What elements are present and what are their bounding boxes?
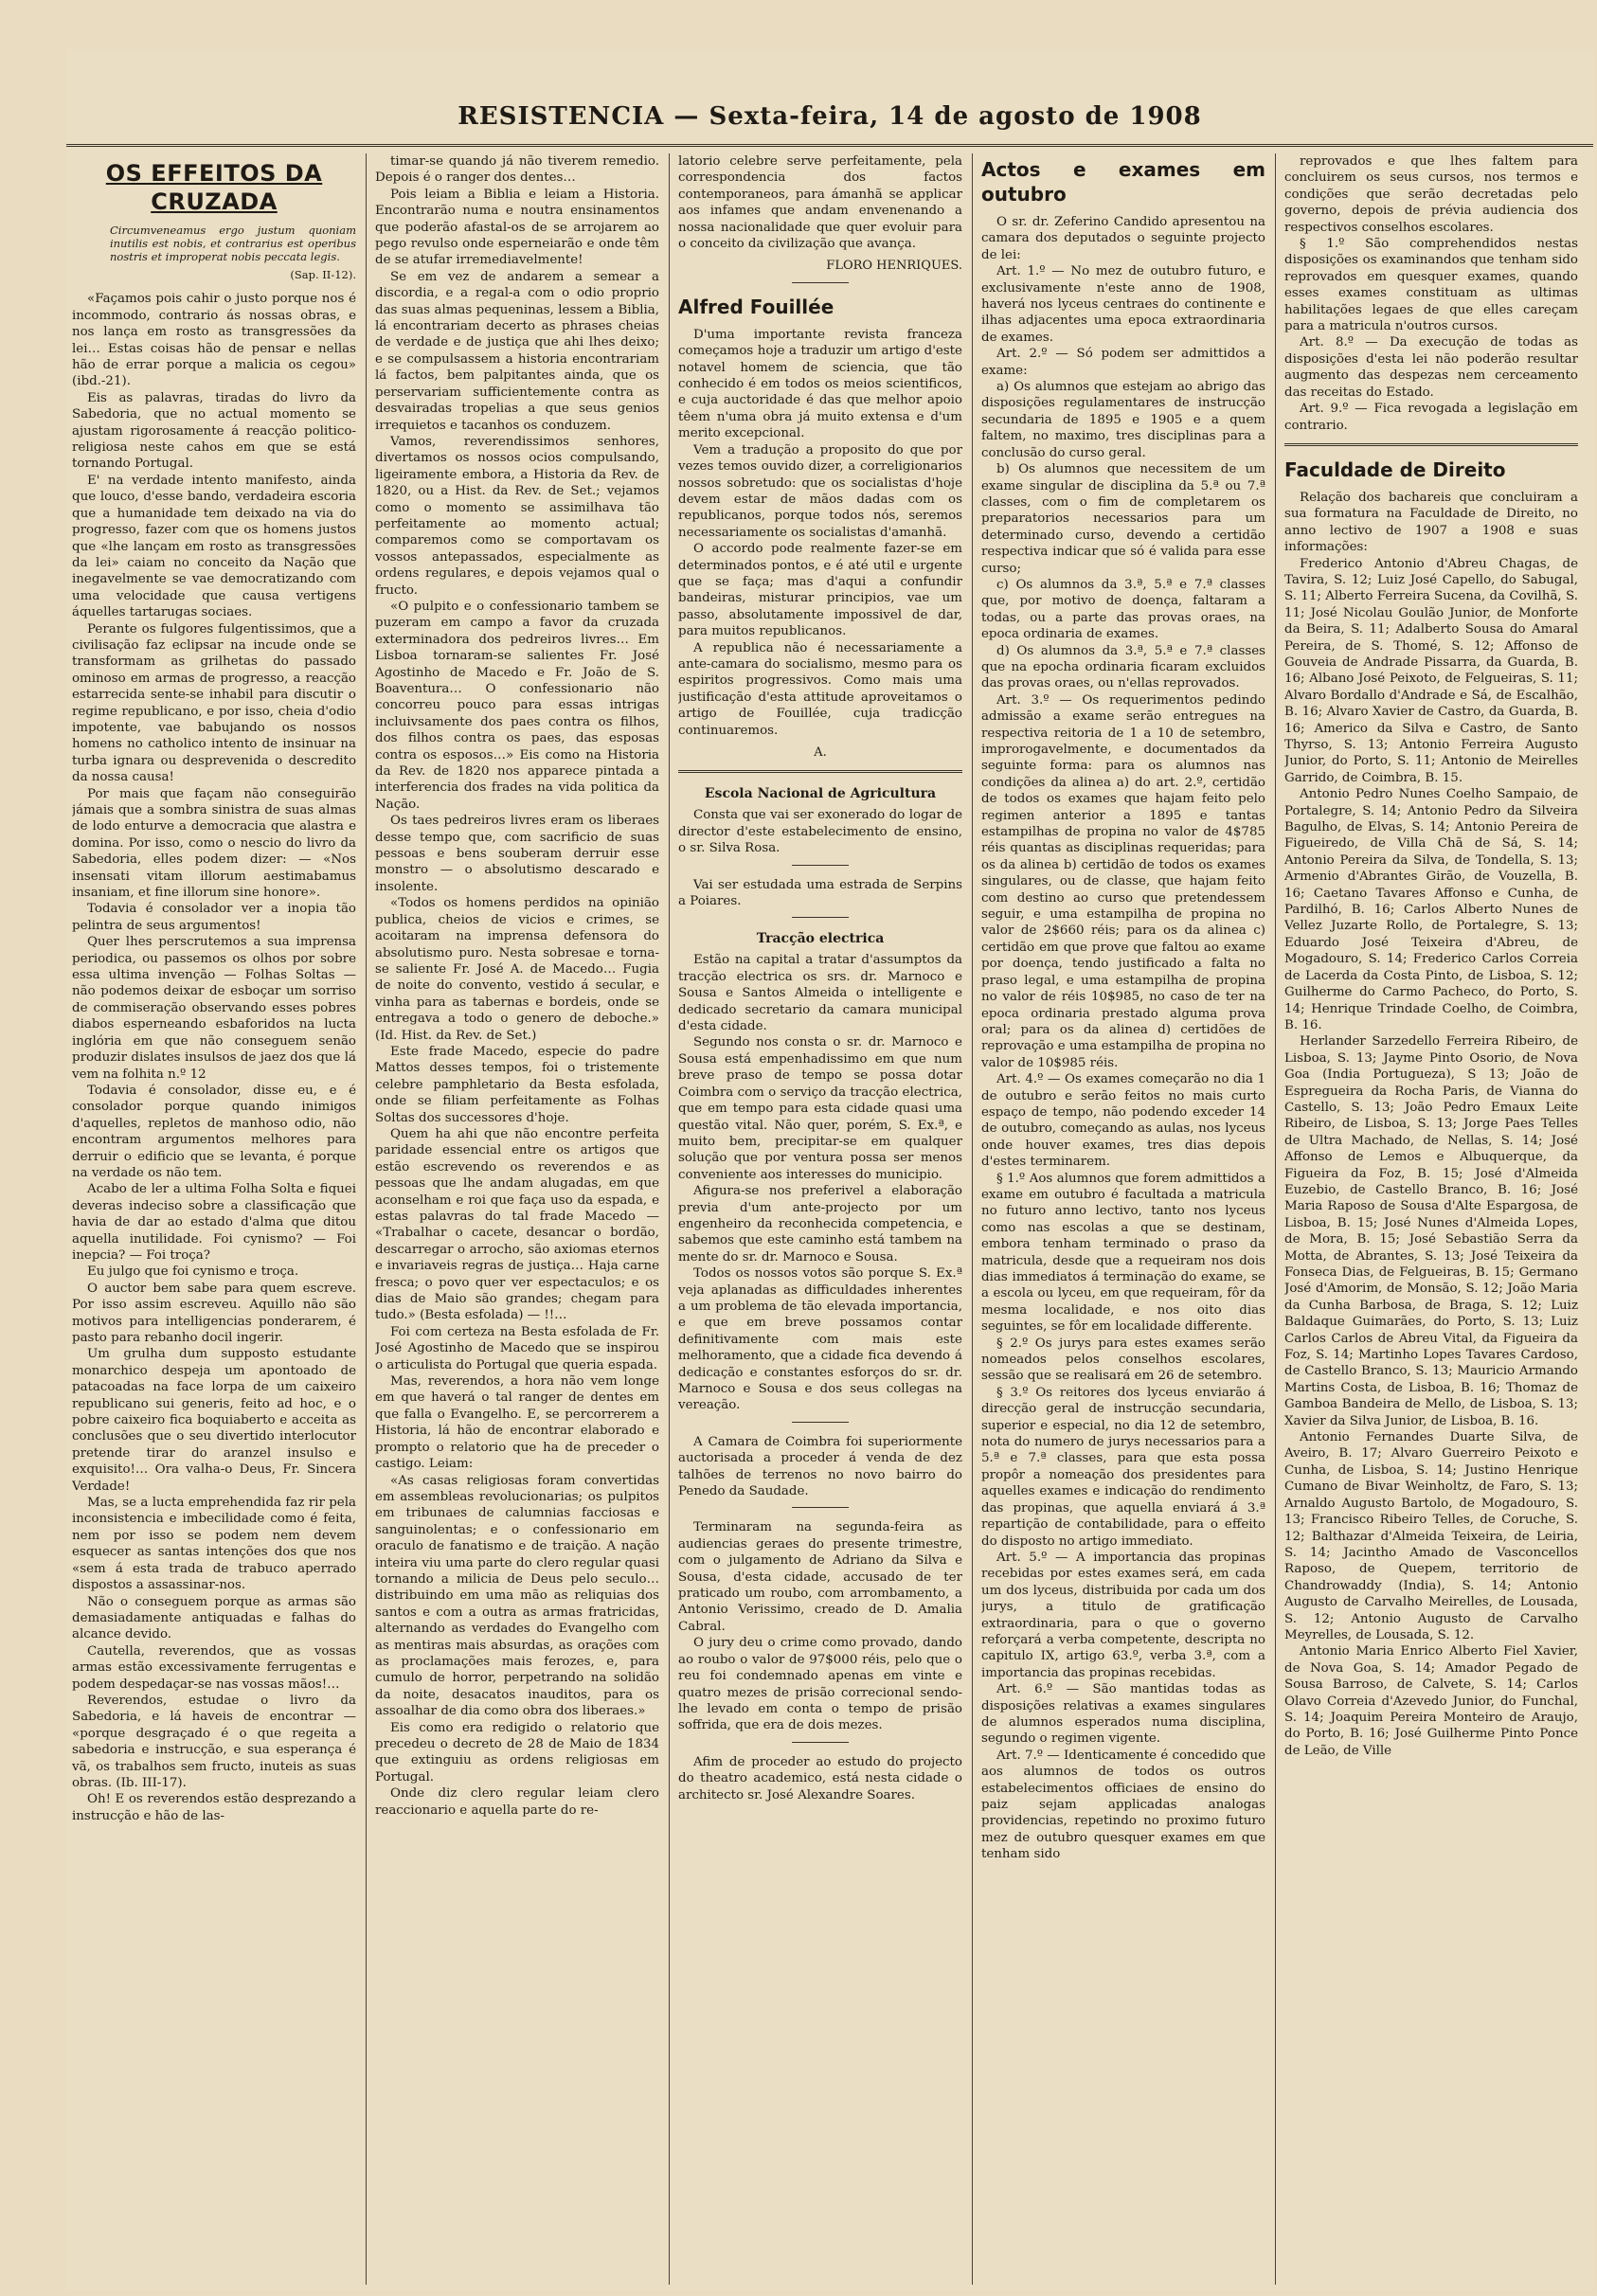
paragraph: Estão na capital a tratar d'assumptos da tracção electrica os srs. dr. Marnoco e Sousa e Santos Almeida o intelligente e dedicado secretario da camara municipal d'esta cidade. <box>678 953 962 1034</box>
news-item: Vai ser estudada uma estrada de Serpins a Poiares. <box>678 877 962 909</box>
epigraph: Circumveneamus ergo justum quoniam inutilis est nobis, et contrarius est operibus nostris et improperat nobis peccata legis. <box>110 224 356 263</box>
article-body <box>981 214 1265 1863</box>
list-intro: Relação dos bachareis que concluiram a sua formatura na Faculdade de Direito, no anno lectivo de 1907 a 1908 e suas informações: <box>1284 490 1578 555</box>
paragraph: Quer lhes perscrutemos a sua imprensa periodica, ou passemos os olhos por sobre essa ultima invenção — Folhas Soltas — não podemos deixar de esboçar um sorriso de commiseração observando esses pobres diabos esperneando esbaforidos na lucta inglória em que não conseguem senão produzir dislates insulsos de jaez dos que lá vem na folhita n.º 12 <box>72 935 356 1082</box>
article-body <box>1284 153 1578 434</box>
column-divider <box>366 153 367 2285</box>
separator <box>792 865 849 866</box>
paragraph: Mas, reverendos, a hora não vem longe em que haverá o tal ranger de dentes em que falla o Evangelho. E, se percorrerem a Historia, lá hão de encontrar elaborado e prompto o relatorio que ha de preceder o castigo. Leiam: <box>375 1374 659 1472</box>
paragraph: Art. 8.º — Da execução de todas as disposições d'esta lei não poderão resultar augmento das despezas nem cerceamento das receitas do Estado. <box>1284 335 1578 400</box>
paragraph: Todos os nossos votos são porque S. Ex.ª veja aplanadas as difficuldades inherentes a um problema de tão elevada importancia, e que em breve possamos contar definitivamente com mais este melhoramento, que a cidade fica devendo á dedicação e constantes esforços do sr. dr. Marnoco e Sousa e dos seus collegas na vereação. <box>678 1266 962 1413</box>
paragraph: O accordo pode realmente fazer-se em determinados pontos, e é até util e urgente que se faça; mas d'aqui a confundir bandeiras, misturar principios, vae um passo, absolutamente impossivel de dar, para muitos republicanos. <box>678 542 962 639</box>
paragraph: Art. 7.º — Identicamente é concedido que aos alumnos de todos os outros estabelecimentos officiaes de ensino do paiz sejam applicadas analogas providencias, repetindo no proximo futuro mez de outubro quesquer exames em que tenham sido <box>981 1748 1265 1862</box>
paragraph: Vamos, reverendissimos senhores, divertamos os nossos ocios compulsando, ligeiramente embora, a Historia da Rev. de 1820, ou a Hist. da Rev. de Set.; vejamos como o momento se assimilhava tão perfeitamente ao momento actual; comparemos como se comportavam os vossos antepassados, especialmente as ordens regulares, e depois vejamos qual o fructo. <box>375 434 659 598</box>
column-3 <box>678 153 962 2285</box>
headline-fouillee: Alfred Fouillée <box>678 295 834 318</box>
paragraph: «Façamos pois cahir o justo porque nos é incommodo, contrario ás nossas obras, e nos lança em rosto as transgressões da lei… Estas coisas hão de pensar e nellas hão de errar porque a malicia os cegou» (ibd.-21). <box>72 292 356 389</box>
paragraph: Afigura-se nos preferivel a elaboração previa d'um ante-projecto por um engenheiro da reconhecida competencia, e sabemos que este caminho está tambem na mente do sr. dr. Marnoco e Sousa. <box>678 1184 962 1265</box>
separator <box>1284 443 1578 446</box>
paragraph: Art. 4.º — Os exames começarão no dia 1 de outubro e serão feitos no mais curto espaço de tempo, não podendo exceder 14 de outubro, começando as aulas, nos lyceus onde houver exames, tres dias depois d'estes terminarem. <box>981 1072 1265 1170</box>
paragraph: Terminaram na segunda-feira as audiencias geraes do presente trimestre, com o julgamento de Adriano da Silva e Sousa, d'esta cidade, accusado de ter praticado um roubo, com arrombamento, a Antonio Verissimo, creado de D. Amalia Cabral. <box>678 1520 962 1634</box>
paragraph: b) Os alumnos que necessitem de um exame singular de disciplina da 5.ª ou 7.ª classes, com o fim de completarem os preparatorios necessarios para um determinado curso, devendo a certidão respectiva indicar que só é valida para esse curso; <box>981 462 1265 576</box>
paragraph: Perante os fulgores fulgentissimos, que a civilisação faz eclipsar na incude onde se transformam as grilhetas do passado ominoso em armas de progresso, a reacção estarrecida sente-se inhabil para discutir o regime republicano, e por isso, cheia d'odio impotente, vae babujando os nossos homens no catholico intento de insinuar na turba ignara ou desprevenida o descredito da nossa causa! <box>72 621 356 785</box>
paragraph: Este frade Macedo, especie do padre Mattos desses tempos, foi o tristemente celebre pamphletario da Besta esfolada, onde se filiam perfeitamente as Folhas Soltas dos successores d'hoje. <box>375 1044 659 1125</box>
paragraph: Art. 9.º — Fica revogada a legislação em contrario. <box>1284 402 1578 433</box>
paragraph: «As casas religiosas foram convertidas em assembleas revolucionarias; os pulpitos em tribunaes de calumnias facciosas e sanguinolentas; e o confessionario em oraculo de fanatismo e de traição. A nação inteira viu uma parte do clero regular quasi tornando a milicia de Deus pelo seculo… distribuindo em uma mão as reliquias dos santos e com a outra as armas fratricidas, alternando as verdades do Evangelho com as mentiras mais absurdas, as orações com as proclamações mais ferozes, e, para cumulo de horror, perpetrando na solidão da noite, desacatos inauditos, para os assoalhar de dia como obra dos liberaes.» <box>375 1473 659 1719</box>
masthead-title: RESISTENCIA — Sexta-feira, 14 de agosto de 1908 <box>458 102 1202 131</box>
author-signature: A. <box>814 745 827 760</box>
paragraph: O auctor bem sabe para quem escreve. Por isso assim escreveu. Aquillo não são motivos para intelligencias ponderarem, é pasto para rebanho docil ingerir. <box>72 1281 356 1345</box>
paragraph: § 3.º Os reitores dos lyceus enviarão á direcção geral de instrucção secundaria, superior e especial, no dia 12 de setembro, nota do numero de jurys necessarios para a 5.ª e 7.ª classes, para que esta possa propôr a nomeação dos presidentes para aquelles exames e indicação do rendimento das propinas, que aquella enviará á 3.ª repartição de contabilidade, para o effeito do disposto no artigo immediato. <box>981 1385 1265 1549</box>
separator <box>678 770 962 773</box>
paragraph: c) Os alumnos da 3.ª, 5.ª e 7.ª classes que, por motivo de doença, faltaram a todas, ou a parte das provas oraes, na epoca ordinaria de exames. <box>981 577 1265 642</box>
paragraph: Cautella, reverendos, que as vossas armas estão excessivamente ferrugentas e podem despedaçar-se nas vossas mãos!… <box>72 1643 356 1692</box>
separator <box>792 1742 849 1743</box>
news-item: A Camara de Coimbra foi superiormente auctorisada a proceder á venda de dez talhões de terrenos no novo bairro do Penedo da Saudade. <box>678 1434 962 1499</box>
paragraph: a) Os alumnos que estejam ao abrigo das disposições regulamentares de instrucção secundaria de 1895 e 1905 e a quem faltem, no maximo, tres disciplinas para a conclusão do curso geral. <box>981 380 1265 460</box>
paragraph: Não o conseguem porque as armas são demasiadamente antiquadas e falhas do alcance devido. <box>72 1594 356 1642</box>
paragraph: Antonio Fernandes Duarte Silva, de Aveiro, B. 17; Alvaro Guerreiro Peixoto e Cunha, de Lisboa, S. 14; Justino Henrique Cumano de Bivar Weinholtz, de Faro, S. 13; Arnaldo Augusto Bartolo, de Mogadouro, S. 13; Francisco Ribeiro Telles, de Coruche, S. 12; Balthazar d'Almeida Teixeira, de Leiria, S. 14; Jacintho Amado de Vasconcellos Raposo, de Quepem, territorio de Chandrowaddy (India), S. 14; Antonio Augusto de Carvalho Meirelles, de Lousada, S. 12; Antonio Augusto de Carvalho Meyrelles, de Lousada, S. 12. <box>1284 1430 1578 1642</box>
paragraph: Os taes pedreiros livres eram os liberaes desse tempo que, com sacrificio de suas pessoas e bens souberam derruir esse monstro — o absolutismo descarado e insolente. <box>375 814 659 894</box>
paragraph: § 1.º São comprehendidos nestas disposições os examinandos que tenham sido reprovados em quesquer exames, quando esses exames constituam as ultimas habilitações legaes de que elles careçam para a matricula n'outros cursos. <box>1284 237 1578 334</box>
article-body <box>678 327 962 739</box>
paragraph: reprovados e que lhes faltem para concluirem os seus cursos, nos termos e condições que serão decretadas pelo governo, depois de prévia audiencia dos respectivos conselhos escolares. <box>1284 154 1578 235</box>
paragraph: Frederico Antonio d'Abreu Chagas, de Tavira, S. 12; Luiz José Capello, do Sabugal, S. 11; Alberto Ferreira Sucena, da Covilhã, S. 11; José Nicolau Goulão Junior, de Monforte da Beira, S. 11; Adalberto Sousa do Amaral Pereira, de S. Thomé, S. 12; Affonso de Gouveia de Andrade Pissarra, da Guarda, B. 16; Albano José Peixoto, de Felgueiras, S. 11; Alvaro Bordallo d'Andrade e Sá, de Escalhão, B. 16; Alvaro Xavier de Castro, da Guarda, B. 16; Americo da Silva e Castro, de Santo Thyrso, S. 13; Antonio Ferreira Augusto Junior, do Porto, S. 11; Antonio de Meirelles Garrido, de Coimbra, B. 15. <box>1284 556 1578 785</box>
paragraph: § 1.º Aos alumnos que forem admittidos a exame em outubro é facultada a matricula no futuro anno lectivo, tanto nos lyceus como nas escolas a que se destinam, embora tenham terminado o praso da matricula, desde que a requeiram nos dois dias immediatos á terminação do exame, se a escola ou lyceu, em que requeiram, fôr da mesma localidade, e nos oito dias seguintes, se fôr em localidade differente. <box>981 1171 1265 1335</box>
masthead <box>66 49 1593 147</box>
paragraph: Onde diz clero regular leiam clero reaccionario e aquella parte do re- <box>375 1786 659 1818</box>
paragraph: Pois leiam a Biblia e leiam a Historia. Encontrarão numa e noutra ensinamentos que poderão afastal-os de se arrojarem ao pego revulso onde esperneiarão e onde têm de se atufar irremediavelmente! <box>375 187 659 268</box>
paragraph: Acabo de ler a ultima Folha Solta e fiquei deveras indeciso sobre a classificação que havia de dar ao estado d'alma que ditou aquella inutilidade. Foi cynismo? — Foi inepcia? — Foi troça? <box>72 1182 356 1263</box>
separator <box>792 282 849 283</box>
headline-traccao-electrica: Tracção electrica <box>756 931 885 947</box>
paragraph: A republica não é necessariamente a ante-camara do socialismo, mesmo para os espiritos progressivos. Como mais uma justificação d'esta attitude aproveitamos o artigo de Fouillée, cuja tradicção continuaremos. <box>678 640 962 738</box>
paragraph: Foi com certeza na Besta esfolada de Fr. José Agostinho de Macedo que se inspirou o articulista do Portugal que queria espada. <box>375 1324 659 1372</box>
separator <box>792 1422 849 1423</box>
article-body <box>678 1519 962 1733</box>
paragraph: Eu julgo que foi cynismo e troça. <box>87 1265 299 1280</box>
headline-actos-exames: Actos e exames em outubro <box>981 158 1265 206</box>
paragraph: Eis as palavras, tiradas do livro da Sabedoria, que no actual momento se ajustam rigorosamente á reacção politico-religiosa neste cahos em que se está tornando Portugal. <box>72 390 356 472</box>
column-5 <box>1284 153 1578 2285</box>
paragraph: E' na verdade intento manifesto, ainda que louco, d'esse bando, verdadeira escoria que a humanidade tem deixado na via do progresso, fazer com que os homens justos que «lhe lançam em rosto as transgressões da lei» caiam no conceito da Nação que inegavelmente se vae democratizando com uma velocidade que causa vertigens áquelles tartarugas sociaes. <box>72 473 356 620</box>
headline-effeitos-cruzada: OS EFFEITOS DA CRUZADA <box>105 160 323 215</box>
paragraph: Todavia é consolador, disse eu, e é consolador porque quando inimigos d'aquelles, repletos de manhoso odio, não encontram argumentos melhores para derruir o edificio que se levanta, é porque na verdade os não tem. <box>72 1083 356 1180</box>
paragraph: Art. 2.º — Só podem ser admittidos a exame: <box>981 347 1265 378</box>
paragraph: § 2.º Os jurys para estes exames serão nomeados pelos conselhos escolares, sessão que se realisará em 26 de setembro. <box>981 1336 1265 1384</box>
paragraph: «Todos os homens perdidos na opinião publica, cheios de vicios e crimes, se acoitaram na imprensa defensora do absolutismo puro. Nesta sobresae e torna-se saliente Fr. José A. de Macedo… Fugia de noite do convento, vestido á secular, e vinha para as tabernas e bordeis, onde se entregava a todo o genero de deboche.» (Id. Hist. da Rev. de Set.) <box>375 896 659 1043</box>
author-signature: FLORO HENRIQUES. <box>826 259 962 274</box>
paragraph: d) Os alumnos da 3.ª, 5.ª e 7.ª classes que na epocha ordinaria ficaram excluidos das provas oraes, ou n'ellas reprovados. <box>981 643 1265 691</box>
paragraph: Todavia é consolador ver a inopia tão pelintra de seus argumentos! <box>72 902 356 933</box>
paragraph: timar-se quando já não tiverem remedio. Depois é o ranger dos dentes… <box>375 154 659 186</box>
column-2 <box>375 153 659 2285</box>
paragraph: Antonio Pedro Nunes Coelho Sampaio, de Portalegre, S. 14; Antonio Pedro da Silveira Bagulho, de Elvas, S. 14; Antonio Pereira de Figueiredo, de Villa Chã de Sá, S. 14; Antonio Pereira da Silva, de Tondella, S. 13; Armenio d'Abrantes Girão, de Vouzella, B. 16; Caetano Tavares Affonso e Cunha, de Pardilhó, B. 16; Carlos Alberto Nunes de Vellez Juzarte Rollo, de Portalegre, S. 13; Eduardo José Teixeira d'Abreu, de Mogadouro, S. 14; Frederico Carlos Correia de Lacerda da Costa Pinto, de Lisboa, S. 12; Guilherme do Carmo Pacheco, do Porto, S. 14; Henrique Trindade Coelho, de Coimbra, B. 16. <box>1284 787 1578 1032</box>
paragraph: Se em vez de andarem a semear a discordia, e a regal-a com o odio proprio das suas almas pequeninas, lessem a Biblia, lá encontrariam decerto as phrases cheias de verdade e de justiça que ahi lhes deixo; e se compulsassem a historia encontrariam lá factos, bem palpitantes ainda, que os perservariam sufficientemente contra as desvairadas tropelias a que seus genios irrequietos e tacanhos os conduzem. <box>375 269 659 433</box>
article-continuation: latorio celebre serve perfeitamente, pela correspondencia dos factos contemporaneos, para ámanhã se applicar aos infames que andam envenenando a nossa nacionalidade que quer evoluir para o conceito da civilização que avança. <box>678 154 962 252</box>
paragraph: O jury deu o crime como provado, dando ao roubo o valor de 97$000 réis, pelo que o reu foi condemnado apenas em vinte e quatro mezes de prisão correcional sendo-lhe levado em conta o tempo de prisão soffrida, que era de dois mezes. <box>678 1636 962 1733</box>
paragraph: Vem a tradução a proposito do que por vezes temos ouvido dizer, a correligionarios nossos sobretudo: que os socialistas d'hoje devem estar de mãos dadas com os republicanos, porque todos nós, seremos necessariamente os socialistas d'amanhã. <box>678 442 962 540</box>
paragraph: O sr. dr. Zeferino Candido apresentou na camara dos deputados o seguinte projecto de lei: <box>981 215 1265 262</box>
newspaper-page <box>66 49 1593 2290</box>
column-divider <box>669 153 670 2285</box>
headline-faculdade-direito: Faculdade de Direito <box>1284 457 1506 481</box>
epigraph-reference: (Sap. II-12). <box>290 268 356 281</box>
column-1 <box>72 153 356 2285</box>
paragraph: Art. 5.º — A importancia das propinas recebidas por estes exames será, em cada um dos lyceus, distribuida por cada um dos jurys, a titulo de gratificação extraordinaria, para o que o governo reforçará a verba competente, descripta no capitulo IX, artigo 63.º, verba 3.ª, com a importancia das propinas recebidas. <box>981 1550 1265 1680</box>
news-item: Consta que vai ser exonerado do logar de director d'este estabelecimento de ensino, o sr. Silva Rosa. <box>678 808 962 856</box>
headline-escola-agricultura: Escola Nacional de Agricultura <box>704 786 937 802</box>
paragraph: Um grulha dum supposto estudante monarchico despeja um apontoado de patacoadas na face lorpa de um caixeiro republicano sui generis, feito ad hoc, e o pobre caixeiro fica boquiaberto e acceita as conclusões que o seu divertido interlocutor pretende tirar do aranzel insulso e exquisito!… Ora valha-o Deus, Fr. Sincera Verdade! <box>72 1347 356 1494</box>
paragraph: Oh! E os reverendos estão desprezando a instrucção e hão de las- <box>72 1792 356 1823</box>
graduates-list <box>1284 556 1578 1760</box>
article-body <box>72 291 356 1824</box>
paragraph: Art. 6.º — São mantidas todas as disposições relativas a exames singulares de alumnos esperados numa disciplina, segundo o regimen vigente. <box>981 1682 1265 1747</box>
news-item: Afim de proceder ao estudo do projecto do theatro academico, está nesta cidade o architecto sr. José Alexandre Soares. <box>678 1754 962 1803</box>
paragraph: Mas, se a lucta emprehendida faz rir pela inconsistencia e imbecilidade como é feita, nem por isso se podem nem devem esquecer as santas intenções dos que nos «sem á esta trada de trabuco aperrado dispostos a assassinar-nos. <box>72 1496 356 1593</box>
article-body <box>375 153 659 1819</box>
paragraph: Art. 3.º — Os requerimentos pedindo admissão a exame serão entregues na respectiva reitoria de 1 a 10 de setembro, improrogavelmente, e documentados da seguinte forma: para os alumnos nas condições da alinea a) do art. 2.º, certidão de todos os exames que hajam feito pelo regimen anterior a 1895 e tantas estampilhas de propina no valor de 4$785 réis quantas as disciplinas requeridas; para os da alinea b) certidão de todos os exames singulares, ou de classe, que hajam feito com destino ao curso que pretendessem seguir, e uma estampilha de propina no valor de 2$660 réis; para os da alinea c) certidão em que prove que faltou ao exame por doença, tendo justificado a falta no praso legal, e uma estampilha de propina no valor de réis 10$985, no caso de ter na epoca ordinaria prestado alguma prova oral; para os da alinea d) certidões de reprovação e uma estampilha de propina no valor de 10$985 réis. <box>981 692 1265 1070</box>
separator <box>792 917 849 918</box>
column-divider <box>1275 153 1276 2285</box>
paragraph: «O pulpito e o confessionario tambem se puzeram em campo a favor da cruzada exterminadora dos pedreiros livres… Em Lisboa tornaram-se salientes Fr. José Agostinho de Macedo e Fr. João de S. Boaventura… O confessionario não concorreu pouco para essas intrigas incluivsamente dos paes contra os filhos, dos filhos contra os paes, das esposas contra os esposos…» Eis como na Historia da Rev. de 1820 nos apparece pintada a interferencia dos frades na vida politica da Nação. <box>375 599 659 812</box>
article-body <box>678 952 962 1413</box>
paragraph: Quem ha ahi que não encontre perfeita paridade essencial entre os artigos que estão escrevendo os reverendos e as pessoas que lhe andam alugadas, em que aconselham e roi que faça uso da espada, e estas palavras do tal frade Macedo — «Trabalhar o cacete, desancar o bordão, descarregar o arrocho, são axiomas eternos e invariaveis regras de justiça… Haja carne fresca; o povo quer ver espectaculos; e os dias de Maio são grandes; chegam para tudo.» (Besta esfolada) — !!… <box>375 1126 659 1323</box>
paragraph: Art. 1.º — No mez de outubro futuro, e exclusivamente n'este anno de 1908, haverá nos lyceus centraes do continente e ilhas adjacentes uma epoca extraordinaria de exames. <box>981 264 1265 345</box>
column-4 <box>981 153 1265 2285</box>
paragraph: Eis como era redigido o relatorio que precedeu o decreto de 28 de Maio de 1834 que extinguiu as ordens religiosas em Portugal. <box>375 1720 659 1785</box>
paragraph: Por mais que façam não conseguirão jámais que a sombra sinistra de suas almas de lodo enturve a democracia que alastra e domina. Por isso, como o nescio do livro da Sabedoria, elles podem dizer: — «Nos insensati vitam illorum aestimabamus insaniam, et fine illorum sine honore». <box>72 786 356 901</box>
separator <box>792 1507 849 1508</box>
paragraph: Antonio Maria Enrico Alberto Fiel Xavier, de Nova Goa, S. 14; Amador Pegado de Sousa Barroso, de Calvete, S. 14; Carlos Olavo Correia d'Azevedo Junior, do Funchal, S. 14; Joaquim Pereira Monteiro de Araujo, do Porto, B. 16; José Guilherme Pinto Ponce de Leão, de Ville <box>1284 1644 1578 1758</box>
paragraph: Herlander Sarzedello Ferreira Ribeiro, de Lisboa, S. 13; Jayme Pinto Osorio, de Nova Goa (India Portugueza), S 13; João de Espregueira da Rocha Paris, de Vianna do Castello, S. 13; João Pedro Emaux Leite Ribeiro, de Lisboa, S. 13; Jorge Paes Telles de Ultra Machado, de Nellas, S. 14; José Affonso de Lemos e Albuquerque, da Figueira da Foz, B. 15; José d'Almeida Euzebio, de Castello Branco, B. 16; José Maria Raposo de Sousa d'Alte Espargosa, de Lisboa, B. 15; José Nunes d'Almeida Lopes, de Mora, B. 15; José Sebastião Serra da Motta, de Abrantes, S. 13; José Teixeira da Fonseca Dias, de Felgueiras, B. 15; Germano José d'Amorim, de Monsão, S. 12; João Maria da Cunha Barbosa, de Braga, S. 12; Luiz Baldaque Guimarães, do Porto, S. 13; Luiz Carlos Carlos de Abreu Vital, da Figueira da Foz, S. 14; Martinho Lopes Tavares Cardoso, de Castello Branco, S. 13; Mauricio Armando Martins Costa, de Lisboa, B. 16; Thomaz de Gamboa Bandeira de Mello, de Lisboa, S. 13; Xavier da Silva Junior, de Lisboa, B. 16. <box>1284 1034 1578 1428</box>
paragraph: Segundo nos consta o sr. dr. Marnoco e Sousa está empenhadissimo em que num breve praso de tempo se possa dotar Coimbra com o serviço da tracção electrica, que em tempo para esta cidade quasi uma questão vital. Não quer, porém, S. Ex.ª, e muito bem, precipitar-se em qualquer solução que por ventura possa ser menos conveniente aos interesses do municipio. <box>678 1035 962 1182</box>
paragraph: D'uma importante revista franceza começamos hoje a traduzir um artigo d'este notavel homem de sciencia, que tão conhecido é em todos os meios scientificos, e cuja auctoridade é das que melhor apoio têem n'uma obra já muito extensa e d'um merito excepcional. <box>678 327 962 441</box>
column-divider <box>972 153 973 2285</box>
paragraph: Reverendos, estudae o livro da Sabedoria, e lá haveis de encontrar — «porque desgraçado é o que regeita a sabedoria e instrucção, e sua esperança é vã, os trabalhos sem fructo, inuteis as suas obras. (Ib. III-17). <box>72 1693 356 1790</box>
